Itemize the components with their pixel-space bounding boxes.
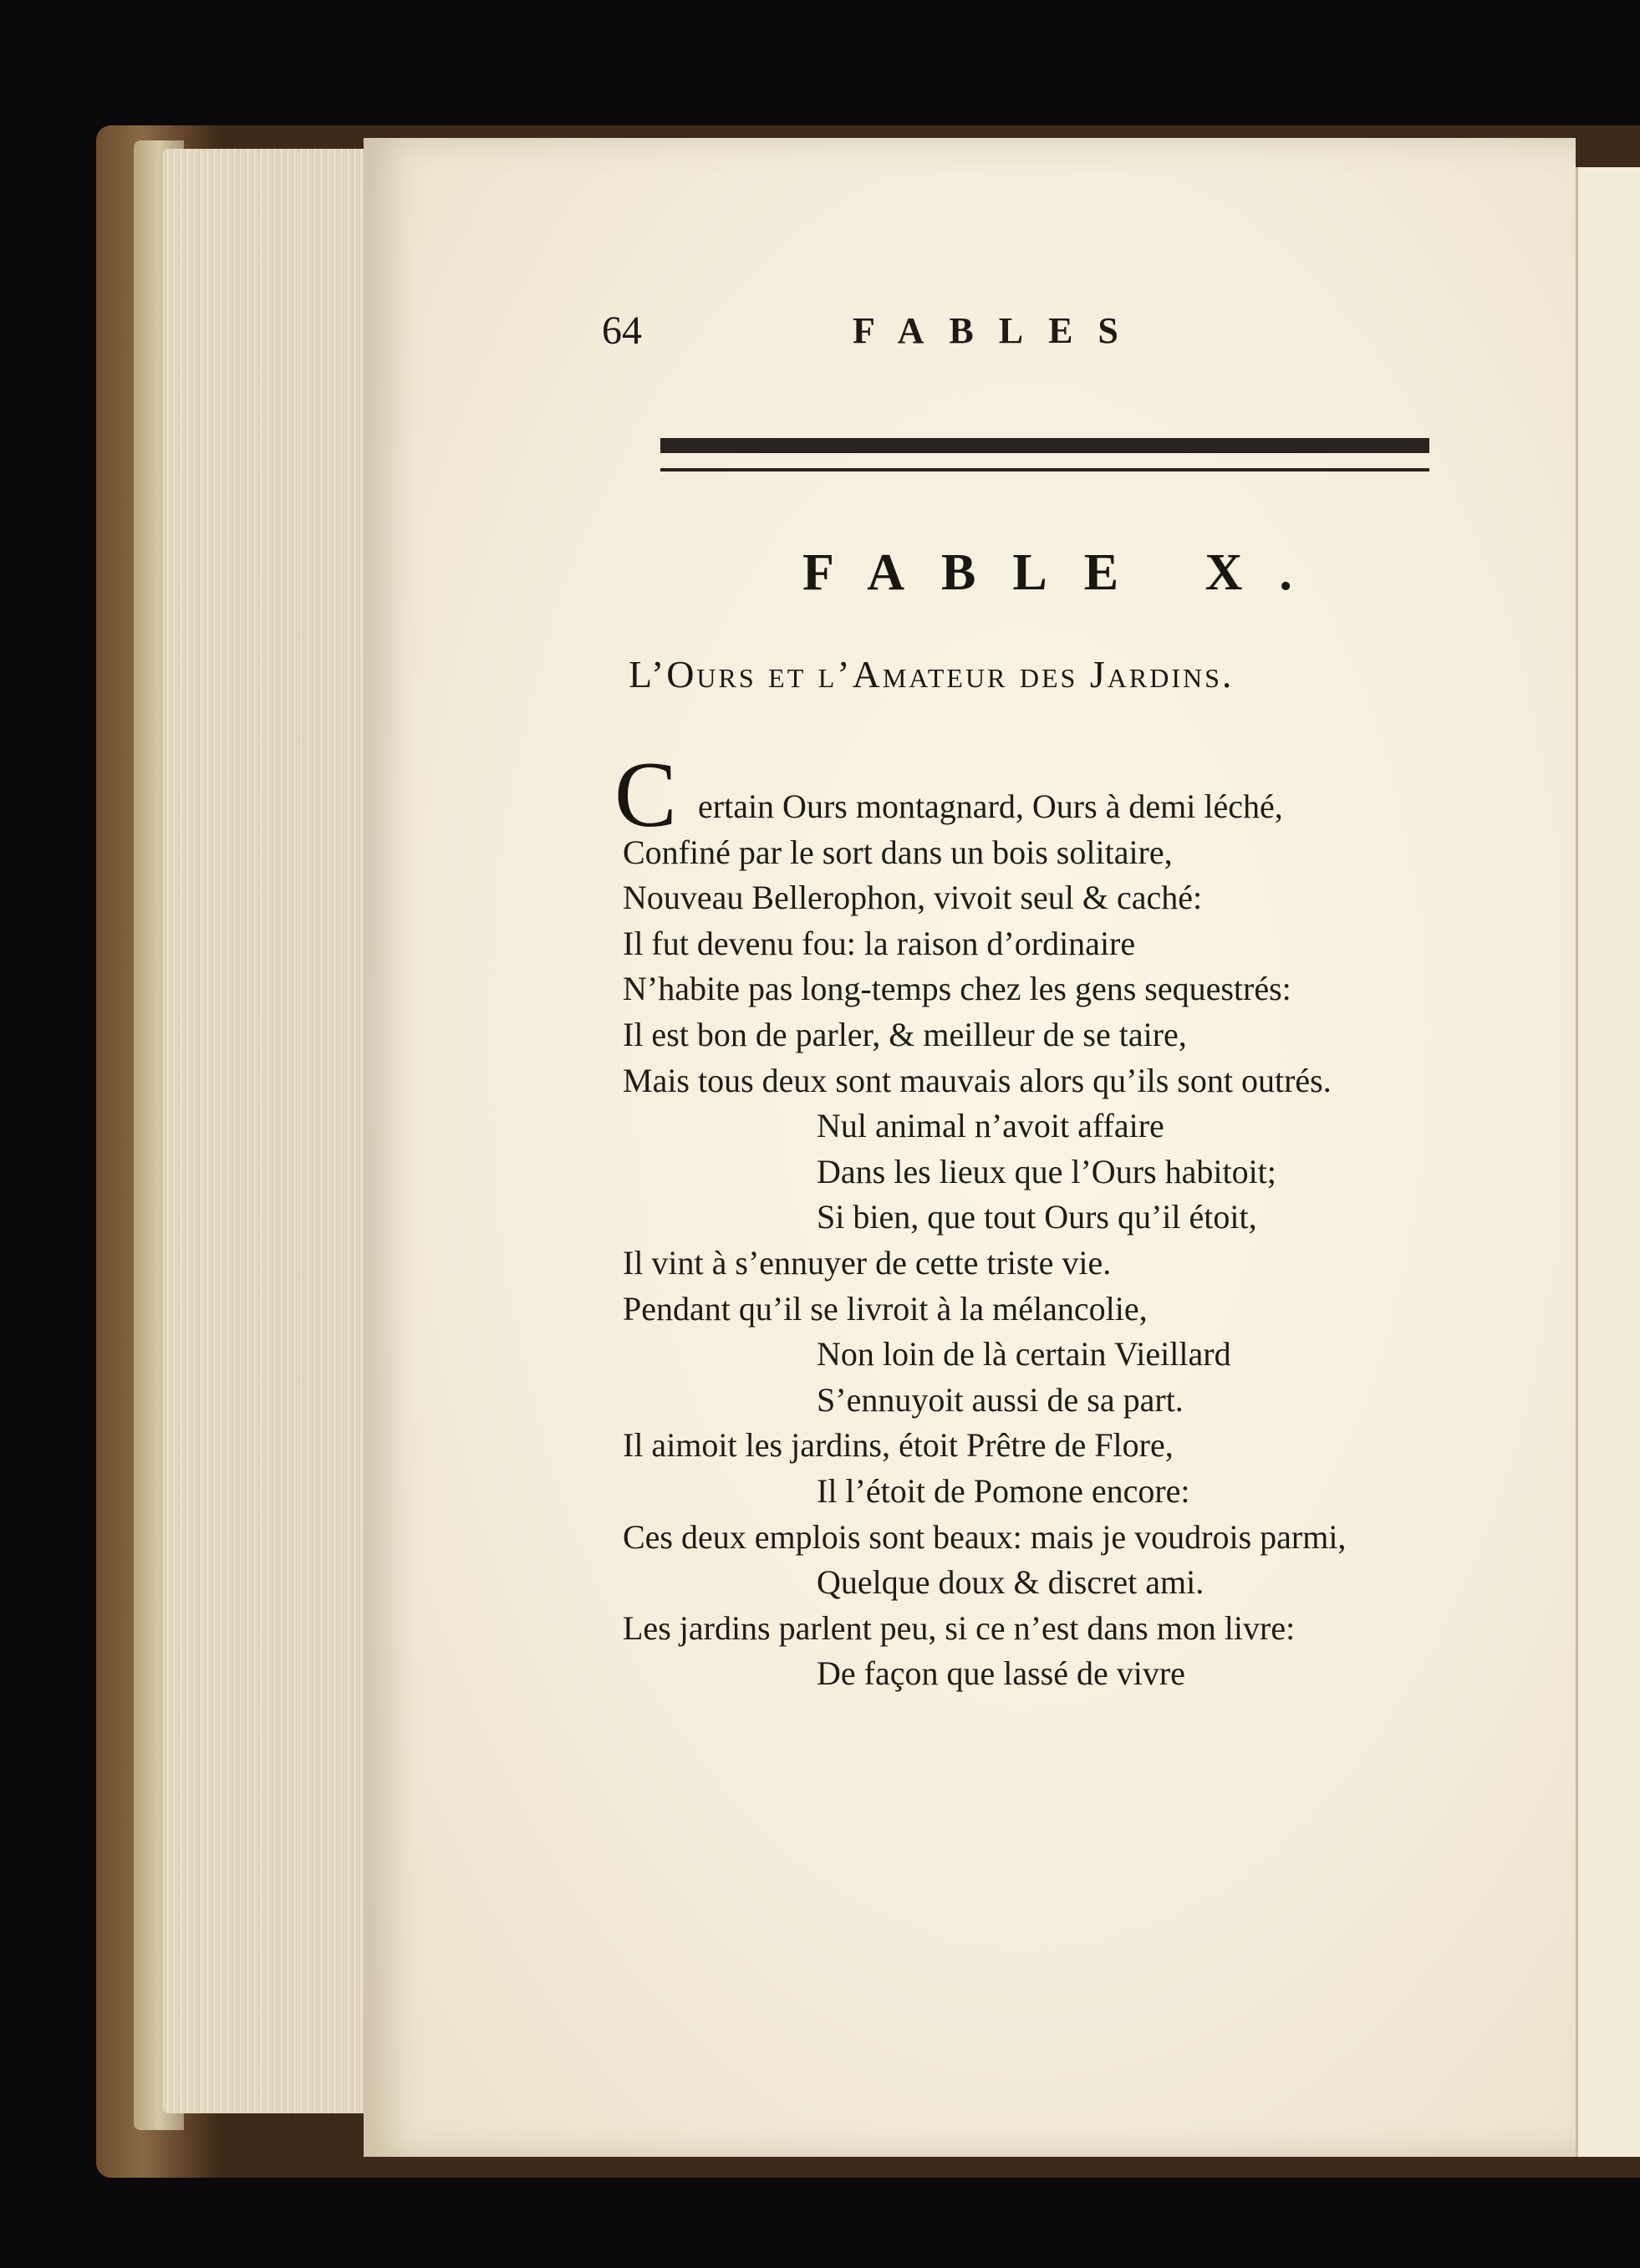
verse-line: Nouveau Bellerophon, vivoit seul & caché: [623, 879, 1203, 917]
verse-line: Mais tous deux sont mauvais alors qu’ils sont outrés. [623, 1061, 1332, 1099]
verse-line: Dans les lieux que l’Ours habitoit; [817, 1152, 1276, 1190]
drop-cap: C [614, 743, 677, 847]
verse-line: Pendant qu’il se livroit à la mélancolie, [623, 1289, 1148, 1328]
verse-line: Il vint à s’ennuyer de cette triste vie. [623, 1243, 1112, 1282]
verse-line: Ces deux emplois sont beaux: mais je voudrois parmi, [623, 1517, 1347, 1556]
verse-body [623, 784, 1559, 1697]
header-rule-thin [660, 468, 1429, 471]
verse-line: Les jardins parlent peu, si ce n’est dans mon livre: [623, 1608, 1296, 1647]
verse-line: Il fut devenu fou: la raison d’ordinaire [623, 924, 1136, 962]
verse-line: ertain Ours montagnard, Ours à demi léché, [698, 787, 1283, 825]
verse-line: Il l’étoit de Pomone encore: [817, 1471, 1190, 1510]
verse-line: Il est bon de parler, & meilleur de se taire, [623, 1015, 1187, 1053]
verse-line: Si bien, que tout Ours qu’il étoit, [817, 1198, 1257, 1236]
verse-line: S’ennuyoit aussi de sa part. [817, 1380, 1184, 1419]
header-rule-thick [660, 438, 1429, 453]
verse-line: Nul animal n’avoit affaire [817, 1107, 1164, 1145]
verse-line: Confiné par le sort dans un bois solitaire, [623, 833, 1173, 871]
verse-line: Il aimoit les jardins, étoit Prêtre de Flore, [623, 1426, 1174, 1465]
verse-line: N’habite pas long-temps chez les gens sequestrés: [623, 970, 1291, 1008]
facing-page-edge [1576, 167, 1640, 2157]
verse-line: Quelque doux & discret ami. [817, 1563, 1205, 1602]
page-header [602, 308, 1438, 358]
page-edges [163, 149, 380, 2113]
fable-number: FABLE X. [802, 544, 1329, 601]
fable-title: L’Ours et l’Amateur des Jardins. [629, 653, 1235, 696]
page-number: 64 [602, 308, 642, 353]
running-head: FABLES [853, 310, 1143, 351]
verse-line: Non loin de là certain Vieillard [817, 1335, 1231, 1374]
verse-line: De façon que lassé de vivre [817, 1654, 1185, 1693]
